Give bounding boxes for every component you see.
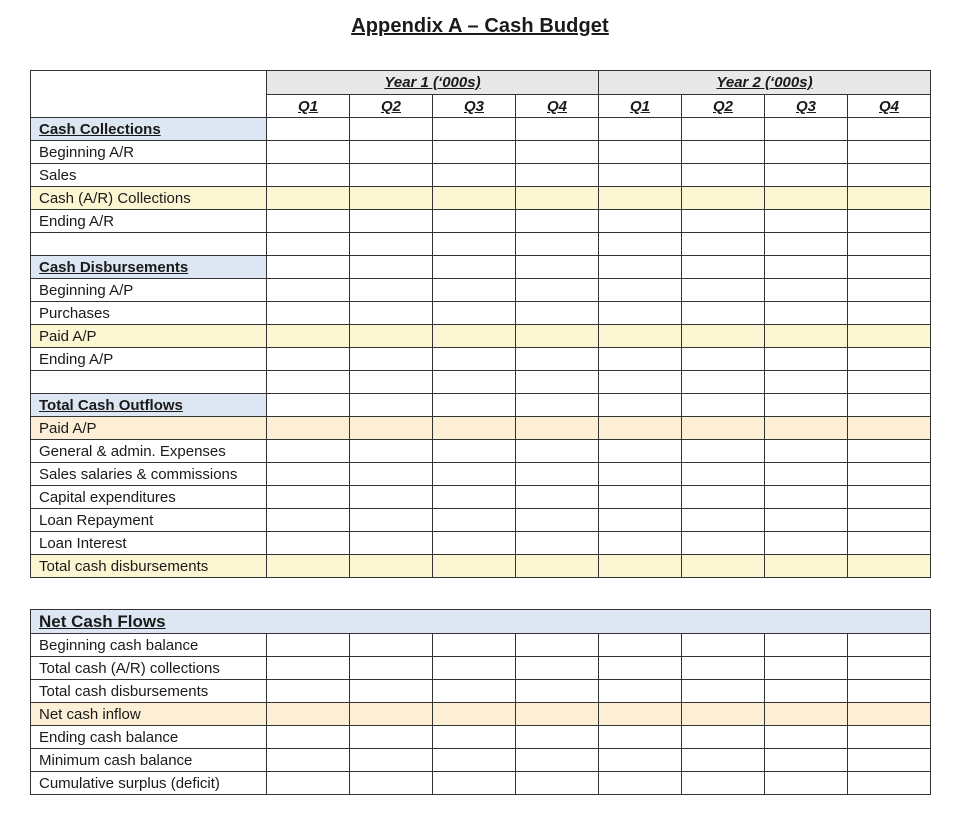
section-outflows-heading-cell-y2-q2[interactable]: [682, 394, 765, 417]
outflows-row-7-cell-y1-q1[interactable]: [267, 555, 350, 578]
disbursements-row-3-cell-y2-q3[interactable]: [765, 325, 848, 348]
net-row-7-cell-y2-q4[interactable]: [848, 772, 931, 795]
net-row-6-label: Minimum cash balance: [31, 749, 267, 772]
disbursements-row-2-cell-y1-q3[interactable]: [433, 302, 516, 325]
section-disbursements-heading-cell-y1-q2[interactable]: [350, 256, 433, 279]
net-row-3-cell-y1-q1[interactable]: [267, 680, 350, 703]
net-row-7-cell-y2-q1[interactable]: [599, 772, 682, 795]
net-row-4-cell-y2-q2[interactable]: [682, 703, 765, 726]
net-row-2-cell-y2-q2[interactable]: [682, 657, 765, 680]
collections-row-3-cell-y2-q3[interactable]: [765, 187, 848, 210]
section-collections-heading-row: [31, 118, 931, 141]
outflows-row-7-cell-y1-q2[interactable]: [350, 555, 433, 578]
section-disbursements-heading-cell-y2-q3[interactable]: [765, 256, 848, 279]
collections-row-1-cell-y1-q3[interactable]: [433, 141, 516, 164]
collections-row-2-cell-y1-q3[interactable]: [433, 164, 516, 187]
net-row-4-cell-y1-q3[interactable]: [433, 703, 516, 726]
disbursements-row-1-cell-y1-q2[interactable]: [350, 279, 433, 302]
collections-row-4-cell-y2-q2[interactable]: [682, 210, 765, 233]
net-row-6-cell-y1-q2[interactable]: [350, 749, 433, 772]
y1-q4-header: Q4: [516, 95, 599, 118]
net-row-2-cell-y2-q3[interactable]: [765, 657, 848, 680]
net-row-6-cell-y1-q1[interactable]: [267, 749, 350, 772]
collections-row-3-cell-y2-q2[interactable]: [682, 187, 765, 210]
collections-row-2-cell-y1-q1[interactable]: [267, 164, 350, 187]
outflows-row-2-cell-y1-q4[interactable]: [516, 440, 599, 463]
disbursements-row-4-cell-y2-q2[interactable]: [682, 348, 765, 371]
net-row-7-cell-y1-q1[interactable]: [267, 772, 350, 795]
y1-q2-header: Q2: [350, 95, 433, 118]
section-collections-heading-cell-y2-q3[interactable]: [765, 118, 848, 141]
disbursements-row-2-cell-y1-q4[interactable]: [516, 302, 599, 325]
spacer-row-1-cell-y1-q2[interactable]: [350, 233, 433, 256]
disbursements-row-3-cell-y2-q2[interactable]: [682, 325, 765, 348]
collections-row-3-cell-y1-q4[interactable]: [516, 187, 599, 210]
outflows-row-4-label: Capital expenditures: [31, 486, 267, 509]
section-disbursements-heading-row: [31, 256, 931, 279]
disbursements-row-3-cell-y2-q1[interactable]: [599, 325, 682, 348]
disbursements-row-4-cell-y1-q3[interactable]: [433, 348, 516, 371]
outflows-row-6-cell-y2-q1[interactable]: [599, 532, 682, 555]
disbursements-row-4-cell-y1-q4[interactable]: [516, 348, 599, 371]
outflows-row-3-cell-y1-q2[interactable]: [350, 463, 433, 486]
cash-budget-table: [30, 70, 931, 578]
outflows-row-6: [31, 532, 931, 555]
outflows-row-5-cell-y1-q2[interactable]: [350, 509, 433, 532]
document-title: Appendix A – Cash Budget: [351, 15, 609, 37]
disbursements-row-2-cell-y1-q1[interactable]: [267, 302, 350, 325]
outflows-row-4-cell-y1-q1[interactable]: [267, 486, 350, 509]
net-row-5-cell-y2-q2[interactable]: [682, 726, 765, 749]
net-row-3-cell-y1-q4[interactable]: [516, 680, 599, 703]
collections-row-4-cell-y1-q2[interactable]: [350, 210, 433, 233]
disbursements-row-2-cell-y2-q4[interactable]: [848, 302, 931, 325]
year-header-row: [31, 71, 931, 95]
outflows-row-3: [31, 463, 931, 486]
outflows-row-3-cell-y2-q4[interactable]: [848, 463, 931, 486]
net-row-3-cell-y1-q2[interactable]: [350, 680, 433, 703]
collections-row-2-cell-y1-q2[interactable]: [350, 164, 433, 187]
disbursements-row-1-cell-y1-q1[interactable]: [267, 279, 350, 302]
spacer-row-1: [31, 233, 931, 256]
outflows-row-7-cell-y2-q4[interactable]: [848, 555, 931, 578]
collections-row-1-cell-y1-q4[interactable]: [516, 141, 599, 164]
outflows-row-6-label: Loan Interest: [31, 532, 267, 555]
disbursements-row-1-cell-y2-q1[interactable]: [599, 279, 682, 302]
y1-q1-header: Q1: [267, 95, 350, 118]
section-disbursements-heading-cell-y1-q3[interactable]: [433, 256, 516, 279]
outflows-row-3-cell-y2-q1[interactable]: [599, 463, 682, 486]
outflows-row-6-cell-y1-q3[interactable]: [433, 532, 516, 555]
outflows-row-7-cell-y2-q1[interactable]: [599, 555, 682, 578]
disbursements-row-4-cell-y1-q2[interactable]: [350, 348, 433, 371]
collections-row-4: [31, 210, 931, 233]
net-row-5-cell-y1-q3[interactable]: [433, 726, 516, 749]
section-collections-heading-cell-y2-q2[interactable]: [682, 118, 765, 141]
collections-row-4-cell-y2-q3[interactable]: [765, 210, 848, 233]
net-row-1-cell-y1-q3[interactable]: [433, 634, 516, 657]
spacer-row-1-cell-y1-q1[interactable]: [267, 233, 350, 256]
outflows-row-1-cell-y1-q2[interactable]: [350, 417, 433, 440]
collections-row-1-cell-y2-q3[interactable]: [765, 141, 848, 164]
section-outflows-heading-row: [31, 394, 931, 417]
disbursements-row-2: [31, 302, 931, 325]
outflows-row-4-cell-y2-q4[interactable]: [848, 486, 931, 509]
spacer-row-2-cell-y2-q2[interactable]: [682, 371, 765, 394]
section-outflows-heading-cell-y1-q3[interactable]: [433, 394, 516, 417]
outflows-row-2-cell-y1-q3[interactable]: [433, 440, 516, 463]
outflows-row-3-cell-y2-q2[interactable]: [682, 463, 765, 486]
net-cash-flows-table: [30, 609, 931, 795]
disbursements-row-4-cell-y2-q1[interactable]: [599, 348, 682, 371]
net-row-3: [31, 680, 931, 703]
net-row-4-cell-y2-q3[interactable]: [765, 703, 848, 726]
disbursements-row-1-cell-y1-q4[interactable]: [516, 279, 599, 302]
disbursements-row-3-cell-y1-q2[interactable]: [350, 325, 433, 348]
collections-row-1-cell-y2-q1[interactable]: [599, 141, 682, 164]
section-collections-heading-cell-y2-q4[interactable]: [848, 118, 931, 141]
outflows-row-5-cell-y2-q1[interactable]: [599, 509, 682, 532]
net-row-1-cell-y2-q1[interactable]: [599, 634, 682, 657]
net-row-3-cell-y2-q1[interactable]: [599, 680, 682, 703]
disbursements-row-3-cell-y1-q4[interactable]: [516, 325, 599, 348]
collections-row-1-label: Beginning A/R: [31, 141, 267, 164]
outflows-row-1-cell-y2-q3[interactable]: [765, 417, 848, 440]
net-row-5-cell-y2-q4[interactable]: [848, 726, 931, 749]
outflows-row-5-label: Loan Repayment: [31, 509, 267, 532]
net-row-7-label: Cumulative surplus (deficit): [31, 772, 267, 795]
disbursements-row-3-cell-y2-q4[interactable]: [848, 325, 931, 348]
collections-row-1-cell-y2-q2[interactable]: [682, 141, 765, 164]
section-collections-heading-cell-y1-q3[interactable]: [433, 118, 516, 141]
section-collections-heading-cell-y1-q4[interactable]: [516, 118, 599, 141]
disbursements-row-1-cell-y2-q4[interactable]: [848, 279, 931, 302]
spacer-row-1-cell-y1-q3[interactable]: [433, 233, 516, 256]
collections-row-1-cell-y1-q2[interactable]: [350, 141, 433, 164]
collections-row-2-cell-y2-q4[interactable]: [848, 164, 931, 187]
disbursements-row-2-cell-y2-q3[interactable]: [765, 302, 848, 325]
disbursements-row-3-label: Paid A/P: [31, 325, 267, 348]
net-row-2-cell-y1-q4[interactable]: [516, 657, 599, 680]
net-row-2-cell-y1-q1[interactable]: [267, 657, 350, 680]
outflows-row-4-cell-y2-q2[interactable]: [682, 486, 765, 509]
outflows-row-7-label: Total cash disbursements: [31, 555, 267, 578]
net-row-5-cell-y2-q1[interactable]: [599, 726, 682, 749]
outflows-row-6-cell-y1-q2[interactable]: [350, 532, 433, 555]
net-row-3-cell-y2-q3[interactable]: [765, 680, 848, 703]
net-row-5: [31, 726, 931, 749]
net-row-2-label: Total cash (A/R) collections: [31, 657, 267, 680]
outflows-row-2: [31, 440, 931, 463]
outflows-row-7: [31, 555, 931, 578]
collections-row-3: [31, 187, 931, 210]
collections-row-2-cell-y2-q1[interactable]: [599, 164, 682, 187]
net-row-7-cell-y2-q3[interactable]: [765, 772, 848, 795]
y1-q3-header: Q3: [433, 95, 516, 118]
outflows-row-6-cell-y2-q3[interactable]: [765, 532, 848, 555]
spacer-row-2-cell-y1-q3[interactable]: [433, 371, 516, 394]
outflows-row-2-cell-y2-q3[interactable]: [765, 440, 848, 463]
y2-q4-header: Q4: [848, 95, 931, 118]
spacer-row-1-cell-y1-q4[interactable]: [516, 233, 599, 256]
outflows-row-4-cell-y2-q1[interactable]: [599, 486, 682, 509]
net-row-7-cell-y1-q3[interactable]: [433, 772, 516, 795]
net-row-3-cell-y1-q3[interactable]: [433, 680, 516, 703]
section-disbursements-heading-cell-y1-q1[interactable]: [267, 256, 350, 279]
section-outflows-heading-cell-y1-q2[interactable]: [350, 394, 433, 417]
collections-row-2-label: Sales: [31, 164, 267, 187]
outflows-row-5-cell-y1-q1[interactable]: [267, 509, 350, 532]
net-row-2: [31, 657, 931, 680]
net-row-3-cell-y2-q2[interactable]: [682, 680, 765, 703]
outflows-row-4: [31, 486, 931, 509]
net-row-6-cell-y1-q3[interactable]: [433, 749, 516, 772]
disbursements-row-1-cell-y1-q3[interactable]: [433, 279, 516, 302]
net-row-6: [31, 749, 931, 772]
collections-row-1-cell-y2-q4[interactable]: [848, 141, 931, 164]
outflows-row-3-cell-y1-q1[interactable]: [267, 463, 350, 486]
outflows-row-2-cell-y2-q4[interactable]: [848, 440, 931, 463]
collections-row-3-cell-y1-q2[interactable]: [350, 187, 433, 210]
y2-q3-header: Q3: [765, 95, 848, 118]
year-1-header: Year 1 (‘000s): [267, 71, 599, 95]
collections-row-2: [31, 164, 931, 187]
disbursements-row-4-cell-y2-q4[interactable]: [848, 348, 931, 371]
net-row-1-cell-y1-q2[interactable]: [350, 634, 433, 657]
spacer-row-1-cell-y2-q4[interactable]: [848, 233, 931, 256]
disbursements-row-1-label: Beginning A/P: [31, 279, 267, 302]
outflows-row-7-cell-y2-q3[interactable]: [765, 555, 848, 578]
net-row-4-cell-y2-q1[interactable]: [599, 703, 682, 726]
net-row-6-cell-y2-q3[interactable]: [765, 749, 848, 772]
section-outflows-title: Total Cash Outflows: [31, 394, 267, 417]
section-outflows-heading-cell-y2-q1[interactable]: [599, 394, 682, 417]
net-row-6-cell-y2-q4[interactable]: [848, 749, 931, 772]
net-row-7-cell-y2-q2[interactable]: [682, 772, 765, 795]
net-row-1-cell-y2-q3[interactable]: [765, 634, 848, 657]
spacer-row-2-cell-y1-q1[interactable]: [267, 371, 350, 394]
disbursements-row-4: [31, 348, 931, 371]
net-row-7: [31, 772, 931, 795]
spacer-row-1-cell-y2-q2[interactable]: [682, 233, 765, 256]
section-collections-heading-cell-y2-q1[interactable]: [599, 118, 682, 141]
outflows-row-5-cell-y2-q2[interactable]: [682, 509, 765, 532]
collections-row-4-label: Ending A/R: [31, 210, 267, 233]
outflows-row-4-cell-y1-q2[interactable]: [350, 486, 433, 509]
net-row-2-cell-y1-q3[interactable]: [433, 657, 516, 680]
net-row-5-label: Ending cash balance: [31, 726, 267, 749]
disbursements-row-3: [31, 325, 931, 348]
spacer-row-2-cell-y2-q3[interactable]: [765, 371, 848, 394]
spacer-row-2-label: [31, 371, 267, 394]
outflows-row-1: [31, 417, 931, 440]
y2-q1-header: Q1: [599, 95, 682, 118]
collections-row-4-cell-y2-q4[interactable]: [848, 210, 931, 233]
year-2-header: Year 2 (‘000s): [599, 71, 931, 95]
collections-row-1-cell-y1-q1[interactable]: [267, 141, 350, 164]
section-disbursements-heading-cell-y2-q4[interactable]: [848, 256, 931, 279]
section-outflows-heading-cell-y2-q4[interactable]: [848, 394, 931, 417]
disbursements-row-3-cell-y1-q3[interactable]: [433, 325, 516, 348]
section-collections-title: Cash Collections: [31, 118, 267, 141]
outflows-row-6-cell-y2-q4[interactable]: [848, 532, 931, 555]
section-outflows-heading-cell-y1-q4[interactable]: [516, 394, 599, 417]
outflows-row-3-cell-y2-q3[interactable]: [765, 463, 848, 486]
net-row-1-label: Beginning cash balance: [31, 634, 267, 657]
spacer-row-2-cell-y2-q1[interactable]: [599, 371, 682, 394]
outflows-row-1-cell-y2-q4[interactable]: [848, 417, 931, 440]
net-row-5-cell-y1-q2[interactable]: [350, 726, 433, 749]
net-row-4-cell-y1-q1[interactable]: [267, 703, 350, 726]
collections-row-2-cell-y1-q4[interactable]: [516, 164, 599, 187]
outflows-row-2-cell-y1-q2[interactable]: [350, 440, 433, 463]
outflows-row-3-cell-y1-q4[interactable]: [516, 463, 599, 486]
outflows-row-1-cell-y1-q3[interactable]: [433, 417, 516, 440]
outflows-row-4-cell-y1-q4[interactable]: [516, 486, 599, 509]
outflows-row-1-cell-y1-q4[interactable]: [516, 417, 599, 440]
outflows-row-5-cell-y1-q3[interactable]: [433, 509, 516, 532]
outflows-row-5-cell-y2-q4[interactable]: [848, 509, 931, 532]
net-row-2-cell-y1-q2[interactable]: [350, 657, 433, 680]
outflows-row-5-cell-y2-q3[interactable]: [765, 509, 848, 532]
collections-row-3-cell-y2-q4[interactable]: [848, 187, 931, 210]
net-cash-flows-heading-row: [31, 610, 931, 634]
collections-row-1: [31, 141, 931, 164]
outflows-row-4-cell-y2-q3[interactable]: [765, 486, 848, 509]
spacer-row-2: [31, 371, 931, 394]
disbursements-row-4-label: Ending A/P: [31, 348, 267, 371]
disbursements-row-1-cell-y2-q2[interactable]: [682, 279, 765, 302]
disbursements-row-2-cell-y1-q2[interactable]: [350, 302, 433, 325]
outflows-row-1-cell-y1-q1[interactable]: [267, 417, 350, 440]
disbursements-row-3-cell-y1-q1[interactable]: [267, 325, 350, 348]
outflows-row-7-cell-y2-q2[interactable]: [682, 555, 765, 578]
y2-q2-header: Q2: [682, 95, 765, 118]
net-row-2-cell-y2-q1[interactable]: [599, 657, 682, 680]
section-disbursements-title: Cash Disbursements: [31, 256, 267, 279]
collections-row-4-cell-y1-q1[interactable]: [267, 210, 350, 233]
net-row-6-cell-y2-q1[interactable]: [599, 749, 682, 772]
section-disbursements-heading-cell-y1-q4[interactable]: [516, 256, 599, 279]
net-cash-flows-title: Net Cash Flows: [31, 610, 931, 634]
disbursements-row-2-cell-y2-q2[interactable]: [682, 302, 765, 325]
collections-row-2-cell-y2-q2[interactable]: [682, 164, 765, 187]
collections-row-4-cell-y1-q4[interactable]: [516, 210, 599, 233]
outflows-row-2-label: General & admin. Expenses: [31, 440, 267, 463]
net-row-6-cell-y2-q2[interactable]: [682, 749, 765, 772]
section-disbursements-heading-cell-y2-q2[interactable]: [682, 256, 765, 279]
net-row-3-cell-y2-q4[interactable]: [848, 680, 931, 703]
net-row-7-cell-y1-q4[interactable]: [516, 772, 599, 795]
net-row-4-label: Net cash inflow: [31, 703, 267, 726]
outflows-row-5: [31, 509, 931, 532]
corner-cell: [31, 71, 267, 118]
outflows-row-6-cell-y1-q4[interactable]: [516, 532, 599, 555]
net-row-1-cell-y1-q4[interactable]: [516, 634, 599, 657]
net-row-2-cell-y2-q4[interactable]: [848, 657, 931, 680]
outflows-row-3-label: Sales salaries & commissions: [31, 463, 267, 486]
outflows-row-4-cell-y1-q3[interactable]: [433, 486, 516, 509]
disbursements-row-2-label: Purchases: [31, 302, 267, 325]
net-row-5-cell-y1-q4[interactable]: [516, 726, 599, 749]
outflows-row-7-cell-y1-q4[interactable]: [516, 555, 599, 578]
outflows-row-1-cell-y2-q1[interactable]: [599, 417, 682, 440]
outflows-row-2-cell-y2-q1[interactable]: [599, 440, 682, 463]
net-row-5-cell-y2-q3[interactable]: [765, 726, 848, 749]
spacer-row-2-cell-y1-q4[interactable]: [516, 371, 599, 394]
collections-row-4-cell-y2-q1[interactable]: [599, 210, 682, 233]
outflows-row-5-cell-y1-q4[interactable]: [516, 509, 599, 532]
disbursements-row-2-cell-y2-q1[interactable]: [599, 302, 682, 325]
section-outflows-heading-cell-y1-q1[interactable]: [267, 394, 350, 417]
outflows-row-1-cell-y2-q2[interactable]: [682, 417, 765, 440]
section-outflows-heading-cell-y2-q3[interactable]: [765, 394, 848, 417]
net-row-1-cell-y2-q4[interactable]: [848, 634, 931, 657]
outflows-row-6-cell-y2-q2[interactable]: [682, 532, 765, 555]
collections-row-3-cell-y1-q1[interactable]: [267, 187, 350, 210]
outflows-row-1-label: Paid A/P: [31, 417, 267, 440]
collections-row-2-cell-y2-q3[interactable]: [765, 164, 848, 187]
net-row-5-cell-y1-q1[interactable]: [267, 726, 350, 749]
section-disbursements-heading-cell-y2-q1[interactable]: [599, 256, 682, 279]
disbursements-row-4-cell-y2-q3[interactable]: [765, 348, 848, 371]
outflows-row-6-cell-y1-q1[interactable]: [267, 532, 350, 555]
section-collections-heading-cell-y1-q2[interactable]: [350, 118, 433, 141]
collections-row-3-cell-y1-q3[interactable]: [433, 187, 516, 210]
net-row-4: [31, 703, 931, 726]
outflows-row-2-cell-y2-q2[interactable]: [682, 440, 765, 463]
spacer-row-1-cell-y2-q3[interactable]: [765, 233, 848, 256]
net-row-4-cell-y1-q4[interactable]: [516, 703, 599, 726]
spacer-row-1-label: [31, 233, 267, 256]
net-row-7-cell-y1-q2[interactable]: [350, 772, 433, 795]
net-row-1-cell-y1-q1[interactable]: [267, 634, 350, 657]
spacer-row-1-cell-y2-q1[interactable]: [599, 233, 682, 256]
net-row-1-cell-y2-q2[interactable]: [682, 634, 765, 657]
disbursements-row-4-cell-y1-q1[interactable]: [267, 348, 350, 371]
outflows-row-7-cell-y1-q3[interactable]: [433, 555, 516, 578]
disbursements-row-1-cell-y2-q3[interactable]: [765, 279, 848, 302]
net-row-1: [31, 634, 931, 657]
net-row-3-label: Total cash disbursements: [31, 680, 267, 703]
collections-row-3-label: Cash (A/R) Collections: [31, 187, 267, 210]
net-row-6-cell-y1-q4[interactable]: [516, 749, 599, 772]
net-row-4-cell-y1-q2[interactable]: [350, 703, 433, 726]
outflows-row-2-cell-y1-q1[interactable]: [267, 440, 350, 463]
collections-row-4-cell-y1-q3[interactable]: [433, 210, 516, 233]
collections-row-3-cell-y2-q1[interactable]: [599, 187, 682, 210]
spacer-row-2-cell-y2-q4[interactable]: [848, 371, 931, 394]
outflows-row-3-cell-y1-q3[interactable]: [433, 463, 516, 486]
disbursements-row-1: [31, 279, 931, 302]
net-row-4-cell-y2-q4[interactable]: [848, 703, 931, 726]
spacer-row-2-cell-y1-q2[interactable]: [350, 371, 433, 394]
section-collections-heading-cell-y1-q1[interactable]: [267, 118, 350, 141]
